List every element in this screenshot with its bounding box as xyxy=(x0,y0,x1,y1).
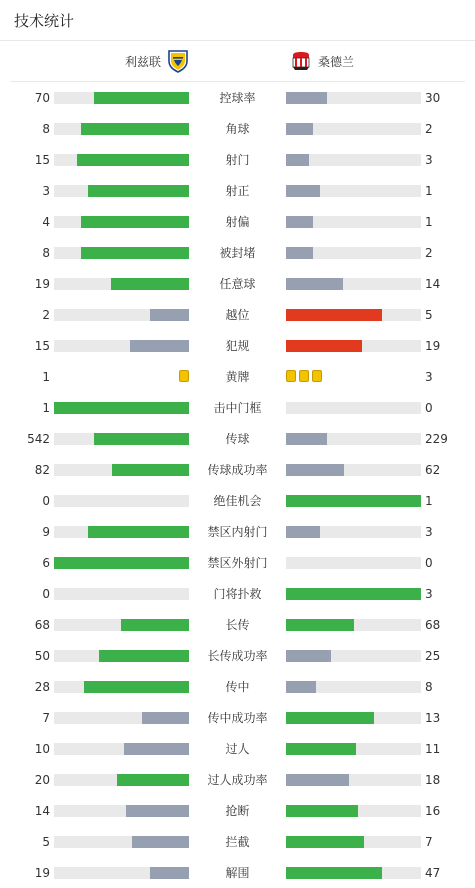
home-bar xyxy=(121,619,189,631)
away-cards xyxy=(286,370,322,384)
away-value: 2 xyxy=(425,246,433,260)
away-value: 8 xyxy=(425,680,433,694)
stat-row xyxy=(0,339,475,353)
stat-row xyxy=(0,246,475,260)
away-value: 3 xyxy=(425,153,433,167)
home-value: 8 xyxy=(42,246,50,260)
away-team-name: 桑德兰 xyxy=(318,54,355,69)
stat-row xyxy=(0,587,475,601)
stat-row xyxy=(0,804,475,818)
stat-label: 禁区内射门 xyxy=(207,525,268,539)
home-bar xyxy=(142,712,189,724)
stat-label: 传中成功率 xyxy=(207,711,268,725)
home-bar xyxy=(111,278,189,290)
home-bar-track xyxy=(54,433,189,445)
away-bar xyxy=(286,92,327,104)
away-bar xyxy=(286,650,331,662)
away-bar xyxy=(286,154,309,166)
home-value: 82 xyxy=(34,463,50,477)
home-bar-track xyxy=(54,526,189,538)
away-bar-track xyxy=(286,123,421,135)
away-bar xyxy=(286,247,313,259)
stat-label: 过人成功率 xyxy=(207,773,268,787)
away-bar-track xyxy=(286,154,421,166)
away-bar-track xyxy=(286,278,421,290)
stat-row xyxy=(0,122,475,136)
stat-label: 任意球 xyxy=(219,277,256,291)
home-bar-track xyxy=(54,743,189,755)
away-bar-track xyxy=(286,743,421,755)
yellow-card-icon xyxy=(299,370,309,382)
home-bar xyxy=(117,774,189,786)
away-value: 1 xyxy=(425,184,433,198)
stat-label: 射偏 xyxy=(225,215,250,229)
stat-row xyxy=(0,277,475,291)
home-value: 4 xyxy=(42,215,50,229)
away-value: 3 xyxy=(425,370,433,384)
stat-row xyxy=(0,432,475,446)
away-bar-track xyxy=(286,805,421,817)
yellow-card-icon xyxy=(312,370,322,382)
home-bar-track xyxy=(54,557,189,569)
away-bar-track xyxy=(286,526,421,538)
away-bar xyxy=(286,495,421,507)
away-bar xyxy=(286,588,421,600)
home-value: 8 xyxy=(42,122,50,136)
home-bar xyxy=(81,216,189,228)
home-value: 542 xyxy=(27,432,50,446)
home-bar-track xyxy=(54,123,189,135)
away-value: 7 xyxy=(425,835,433,849)
away-bar xyxy=(286,309,382,321)
away-bar xyxy=(286,619,354,631)
away-value: 1 xyxy=(425,215,433,229)
home-bar-track xyxy=(54,92,189,104)
stat-row xyxy=(0,649,475,663)
away-value: 25 xyxy=(425,649,441,663)
home-bar-track xyxy=(54,650,189,662)
stat-label: 角球 xyxy=(225,122,250,136)
stat-label: 传中 xyxy=(225,680,250,694)
home-value: 3 xyxy=(42,184,50,198)
stat-row xyxy=(0,91,475,105)
stat-row xyxy=(0,494,475,508)
away-value: 1 xyxy=(425,494,433,508)
home-bar-track xyxy=(54,495,189,507)
stat-row xyxy=(0,401,475,415)
away-bar-track xyxy=(286,340,421,352)
home-bar-track xyxy=(54,867,189,879)
home-bar xyxy=(150,867,189,879)
away-team[interactable] xyxy=(290,49,354,73)
home-bar-track xyxy=(54,185,189,197)
away-value: 47 xyxy=(425,866,441,880)
stat-row xyxy=(0,525,475,539)
stat-label: 长传成功率 xyxy=(207,649,268,663)
home-bar xyxy=(77,154,189,166)
away-bar xyxy=(286,836,364,848)
stat-row xyxy=(0,215,475,229)
stat-label: 长传 xyxy=(225,618,250,632)
home-bar-track xyxy=(54,216,189,228)
home-bar-track xyxy=(54,836,189,848)
stat-label: 绝佳机会 xyxy=(213,494,262,508)
stat-row xyxy=(0,463,475,477)
away-bar xyxy=(286,340,362,352)
home-bar-track xyxy=(54,340,189,352)
away-value: 0 xyxy=(425,556,433,570)
stat-label: 控球率 xyxy=(219,91,256,105)
home-bar xyxy=(99,650,189,662)
stat-row xyxy=(0,556,475,570)
home-bar-track xyxy=(54,805,189,817)
home-bar xyxy=(132,836,189,848)
away-bar xyxy=(286,743,356,755)
home-value: 0 xyxy=(42,587,50,601)
home-team[interactable] xyxy=(125,49,189,73)
home-value: 1 xyxy=(42,370,50,384)
away-bar xyxy=(286,526,320,538)
home-bar-track xyxy=(54,309,189,321)
away-bar xyxy=(286,464,344,476)
home-team-name: 利兹联 xyxy=(125,54,162,69)
home-value: 9 xyxy=(42,525,50,539)
stat-row xyxy=(0,618,475,632)
teams-header xyxy=(10,41,465,82)
stat-label: 越位 xyxy=(225,308,250,322)
home-bar xyxy=(150,309,189,321)
home-bar xyxy=(81,247,189,259)
sunderland-crest-icon xyxy=(290,49,312,73)
home-bar-track xyxy=(54,278,189,290)
page-title: 技术统计 xyxy=(14,12,75,30)
home-bar xyxy=(88,526,189,538)
away-bar xyxy=(286,278,343,290)
away-bar-track xyxy=(286,836,421,848)
home-bar-track xyxy=(54,464,189,476)
stat-label: 射门 xyxy=(225,153,250,167)
home-value: 0 xyxy=(42,494,50,508)
stat-label: 过人 xyxy=(225,742,250,756)
away-value: 3 xyxy=(425,525,433,539)
away-value: 16 xyxy=(425,804,441,818)
away-value: 2 xyxy=(425,122,433,136)
away-bar-track xyxy=(286,247,421,259)
away-bar-track xyxy=(286,495,421,507)
home-value: 1 xyxy=(42,401,50,415)
away-bar xyxy=(286,805,358,817)
stat-row xyxy=(0,153,475,167)
away-bar xyxy=(286,433,327,445)
away-value: 68 xyxy=(425,618,441,632)
home-value: 5 xyxy=(42,835,50,849)
away-bar xyxy=(286,185,320,197)
away-bar-track xyxy=(286,712,421,724)
stat-label: 拦截 xyxy=(225,835,250,849)
away-bar-track xyxy=(286,867,421,879)
stat-row xyxy=(0,184,475,198)
stat-row xyxy=(0,866,475,880)
away-value: 229 xyxy=(425,432,448,446)
stat-row xyxy=(0,835,475,849)
home-value: 15 xyxy=(34,153,50,167)
home-bar xyxy=(54,557,189,569)
away-bar-track xyxy=(286,309,421,321)
home-bar xyxy=(126,805,189,817)
home-bar-track xyxy=(54,154,189,166)
stat-row xyxy=(0,773,475,787)
away-bar-track xyxy=(286,433,421,445)
away-bar-track xyxy=(286,557,421,569)
stat-label: 传球成功率 xyxy=(207,463,268,477)
away-value: 0 xyxy=(425,401,433,415)
yellow-card-icon xyxy=(286,370,296,382)
stat-row xyxy=(0,370,475,384)
stat-label: 黄牌 xyxy=(225,370,250,384)
stat-label: 击中门框 xyxy=(213,401,262,415)
home-value: 28 xyxy=(34,680,50,694)
home-value: 15 xyxy=(34,339,50,353)
away-value: 62 xyxy=(425,463,441,477)
stat-label: 禁区外射门 xyxy=(207,556,268,570)
away-bar xyxy=(286,216,313,228)
home-value: 2 xyxy=(42,308,50,322)
home-value: 50 xyxy=(34,649,50,663)
away-bar-track xyxy=(286,650,421,662)
away-bar-track xyxy=(286,185,421,197)
home-bar-track xyxy=(54,402,189,414)
leeds-crest-icon xyxy=(167,49,189,73)
home-bar-track xyxy=(54,712,189,724)
home-value: 6 xyxy=(42,556,50,570)
home-bar-track xyxy=(54,619,189,631)
away-value: 18 xyxy=(425,773,441,787)
home-value: 20 xyxy=(34,773,50,787)
away-value: 19 xyxy=(425,339,441,353)
stat-row xyxy=(0,711,475,725)
home-bar xyxy=(94,433,189,445)
home-value: 70 xyxy=(34,91,50,105)
away-bar-track xyxy=(286,216,421,228)
home-bar-track xyxy=(54,247,189,259)
home-value: 19 xyxy=(34,277,50,291)
page-header xyxy=(0,0,475,41)
home-cards xyxy=(179,370,189,384)
stat-label: 犯规 xyxy=(225,339,250,353)
home-bar-track xyxy=(54,588,189,600)
stat-label: 抢断 xyxy=(225,804,250,818)
away-value: 5 xyxy=(425,308,433,322)
away-bar-track xyxy=(286,464,421,476)
home-bar xyxy=(81,123,189,135)
stat-label: 解围 xyxy=(225,866,250,880)
home-bar xyxy=(54,402,189,414)
yellow-card-icon xyxy=(179,370,189,382)
stat-label: 传球 xyxy=(225,432,250,446)
home-bar xyxy=(94,92,189,104)
away-bar-track xyxy=(286,619,421,631)
stat-row xyxy=(0,308,475,322)
away-value: 3 xyxy=(425,587,433,601)
away-bar xyxy=(286,774,349,786)
stat-label: 射正 xyxy=(225,184,250,198)
home-value: 19 xyxy=(34,866,50,880)
home-bar-track xyxy=(54,681,189,693)
away-bar xyxy=(286,681,316,693)
stat-row xyxy=(0,742,475,756)
stat-label: 被封堵 xyxy=(219,246,256,260)
away-bar xyxy=(286,867,382,879)
home-value: 68 xyxy=(34,618,50,632)
away-bar-track xyxy=(286,92,421,104)
away-value: 14 xyxy=(425,277,441,291)
home-bar xyxy=(130,340,189,352)
home-value: 7 xyxy=(42,711,50,725)
home-bar xyxy=(124,743,189,755)
away-bar-track xyxy=(286,402,421,414)
home-bar xyxy=(84,681,189,693)
home-value: 10 xyxy=(34,742,50,756)
home-bar xyxy=(88,185,189,197)
away-value: 30 xyxy=(425,91,441,105)
stat-row xyxy=(0,680,475,694)
away-bar-track xyxy=(286,588,421,600)
away-bar xyxy=(286,712,374,724)
away-value: 11 xyxy=(425,742,441,756)
away-bar-track xyxy=(286,774,421,786)
home-value: 14 xyxy=(34,804,50,818)
home-bar xyxy=(112,464,189,476)
away-bar-track xyxy=(286,681,421,693)
stat-label: 门将扑救 xyxy=(213,587,262,601)
home-bar-track xyxy=(54,774,189,786)
away-value: 13 xyxy=(425,711,441,725)
away-bar xyxy=(286,123,313,135)
